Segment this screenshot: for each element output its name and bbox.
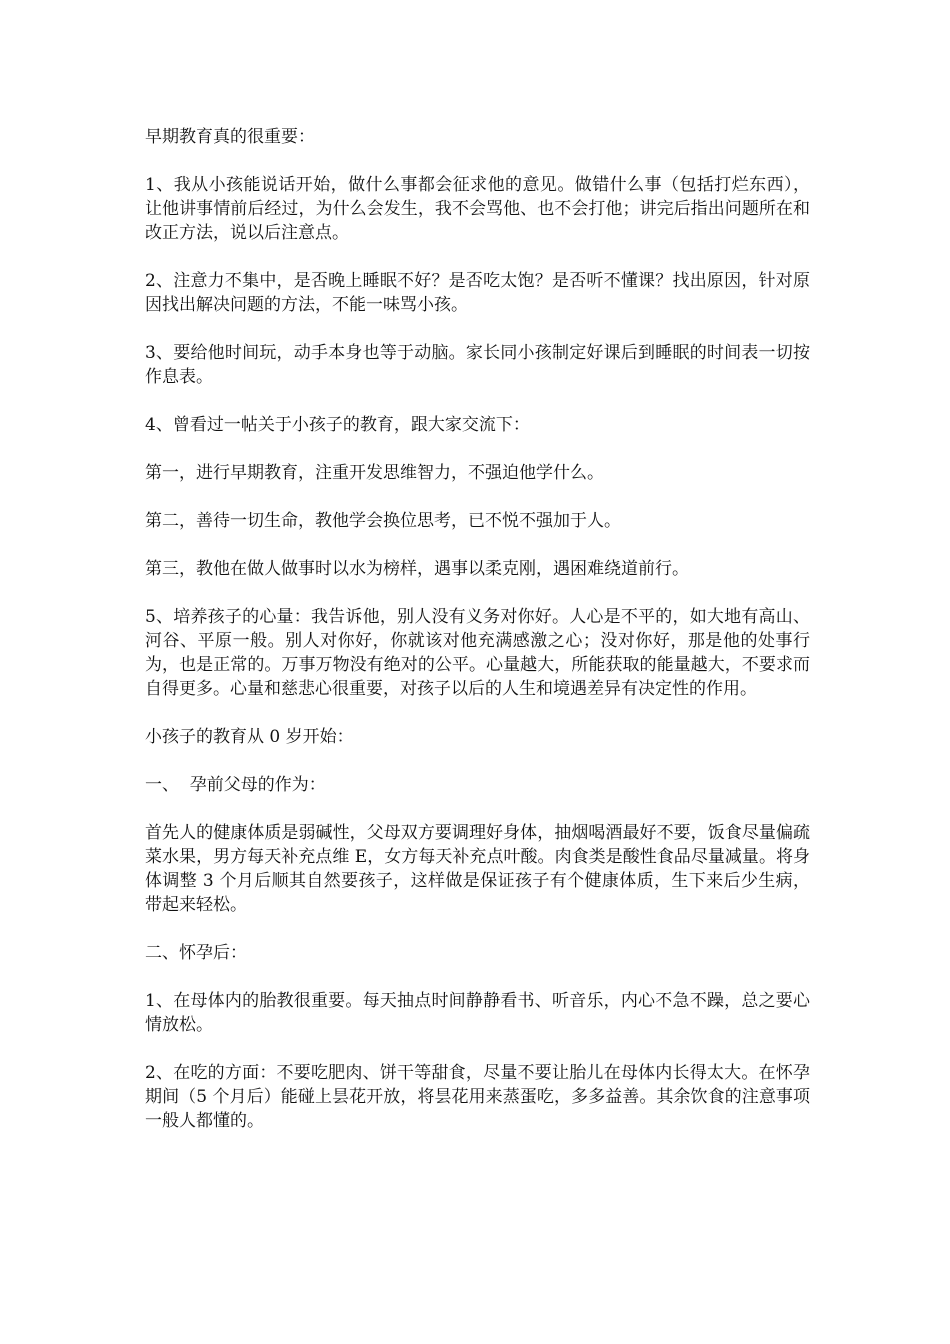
first-item-paragraph: 第一，进行早期教育，注重开发思维智力，不强迫他学什么。: [145, 463, 604, 483]
heading-from-age-zero: 小孩子的教育从 0 岁开始：: [145, 727, 354, 747]
point-5-paragraph: 5、培养孩子的心量：我告诉他，别人没有义务对你好。人心是不平的，如大地有高山、河谷、平原一般。别人对你好，你就该对他充满感激之心；没对你好，那是他的处事行为，也是正常的。万事万物没有绝对的公平。心量越大，所能获取的能量越大，不要求而自得更多。心量和慈悲心很重要，对孩子以后的人生和境遇差异有决定性的作用。: [145, 607, 810, 699]
section-two-item-1: 1、在母体内的胎教很重要。每天抽点时间静静看书、听音乐，内心不急不躁，总之要心情放松。: [145, 991, 810, 1035]
section-one-heading: 一、 孕前父母的作为：: [145, 775, 326, 795]
document-page: [145, 125, 810, 1157]
point-1-paragraph: 1、我从小孩能说话开始，做什么事都会征求他的意见。做错什么事（包括打烂东西），让他讲事情前后经过，为什么会发生，我不会骂他、也不会打他；讲完后指出问题所在和改正方法，说以后注意点。: [145, 175, 810, 243]
heading-early-education: 早期教育真的很重要：: [145, 127, 315, 147]
section-two-item-2: 2、在吃的方面：不要吃肥肉、饼干等甜食，尽量不要让胎儿在母体内长得太大。在怀孕期间（5 个月后）能碰上昙花开放，将昙花用来蒸蛋吃，多多益善。其余饮食的注意事项一般人都懂的。: [145, 1063, 810, 1131]
third-item-paragraph: 第三，教他在做人做事时以水为榜样，遇事以柔克刚，遇困难绕道前行。: [145, 559, 689, 579]
second-item-paragraph: 第二，善待一切生命，教他学会换位思考，已不悦不强加于人。: [145, 511, 621, 531]
point-2-paragraph: 2、注意力不集中，是否晚上睡眠不好？是否吃太饱？是否听不懂课？找出原因，针对原因找出解决问题的方法，不能一味骂小孩。: [145, 271, 810, 315]
point-3-paragraph: 3、要给他时间玩，动手本身也等于动脑。家长同小孩制定好课后到睡眠的时间表一切按作息表。: [145, 343, 810, 387]
point-4-paragraph: 4、曾看过一帖关于小孩子的教育，跟大家交流下：: [145, 415, 530, 435]
section-two-heading: 二、怀孕后：: [145, 943, 247, 963]
section-one-body: 首先人的健康体质是弱碱性，父母双方要调理好身体，抽烟喝酒最好不要，饭食尽量偏疏菜水果，男方每天补充点维 E，女方每天补充点叶酸。肉食类是酸性食品尽量减量。将身体调整 3 个月后顺其自然要孩子，这样做是保证孩子有个健康体质，生下来后少生病，带起来轻松。: [145, 823, 810, 915]
